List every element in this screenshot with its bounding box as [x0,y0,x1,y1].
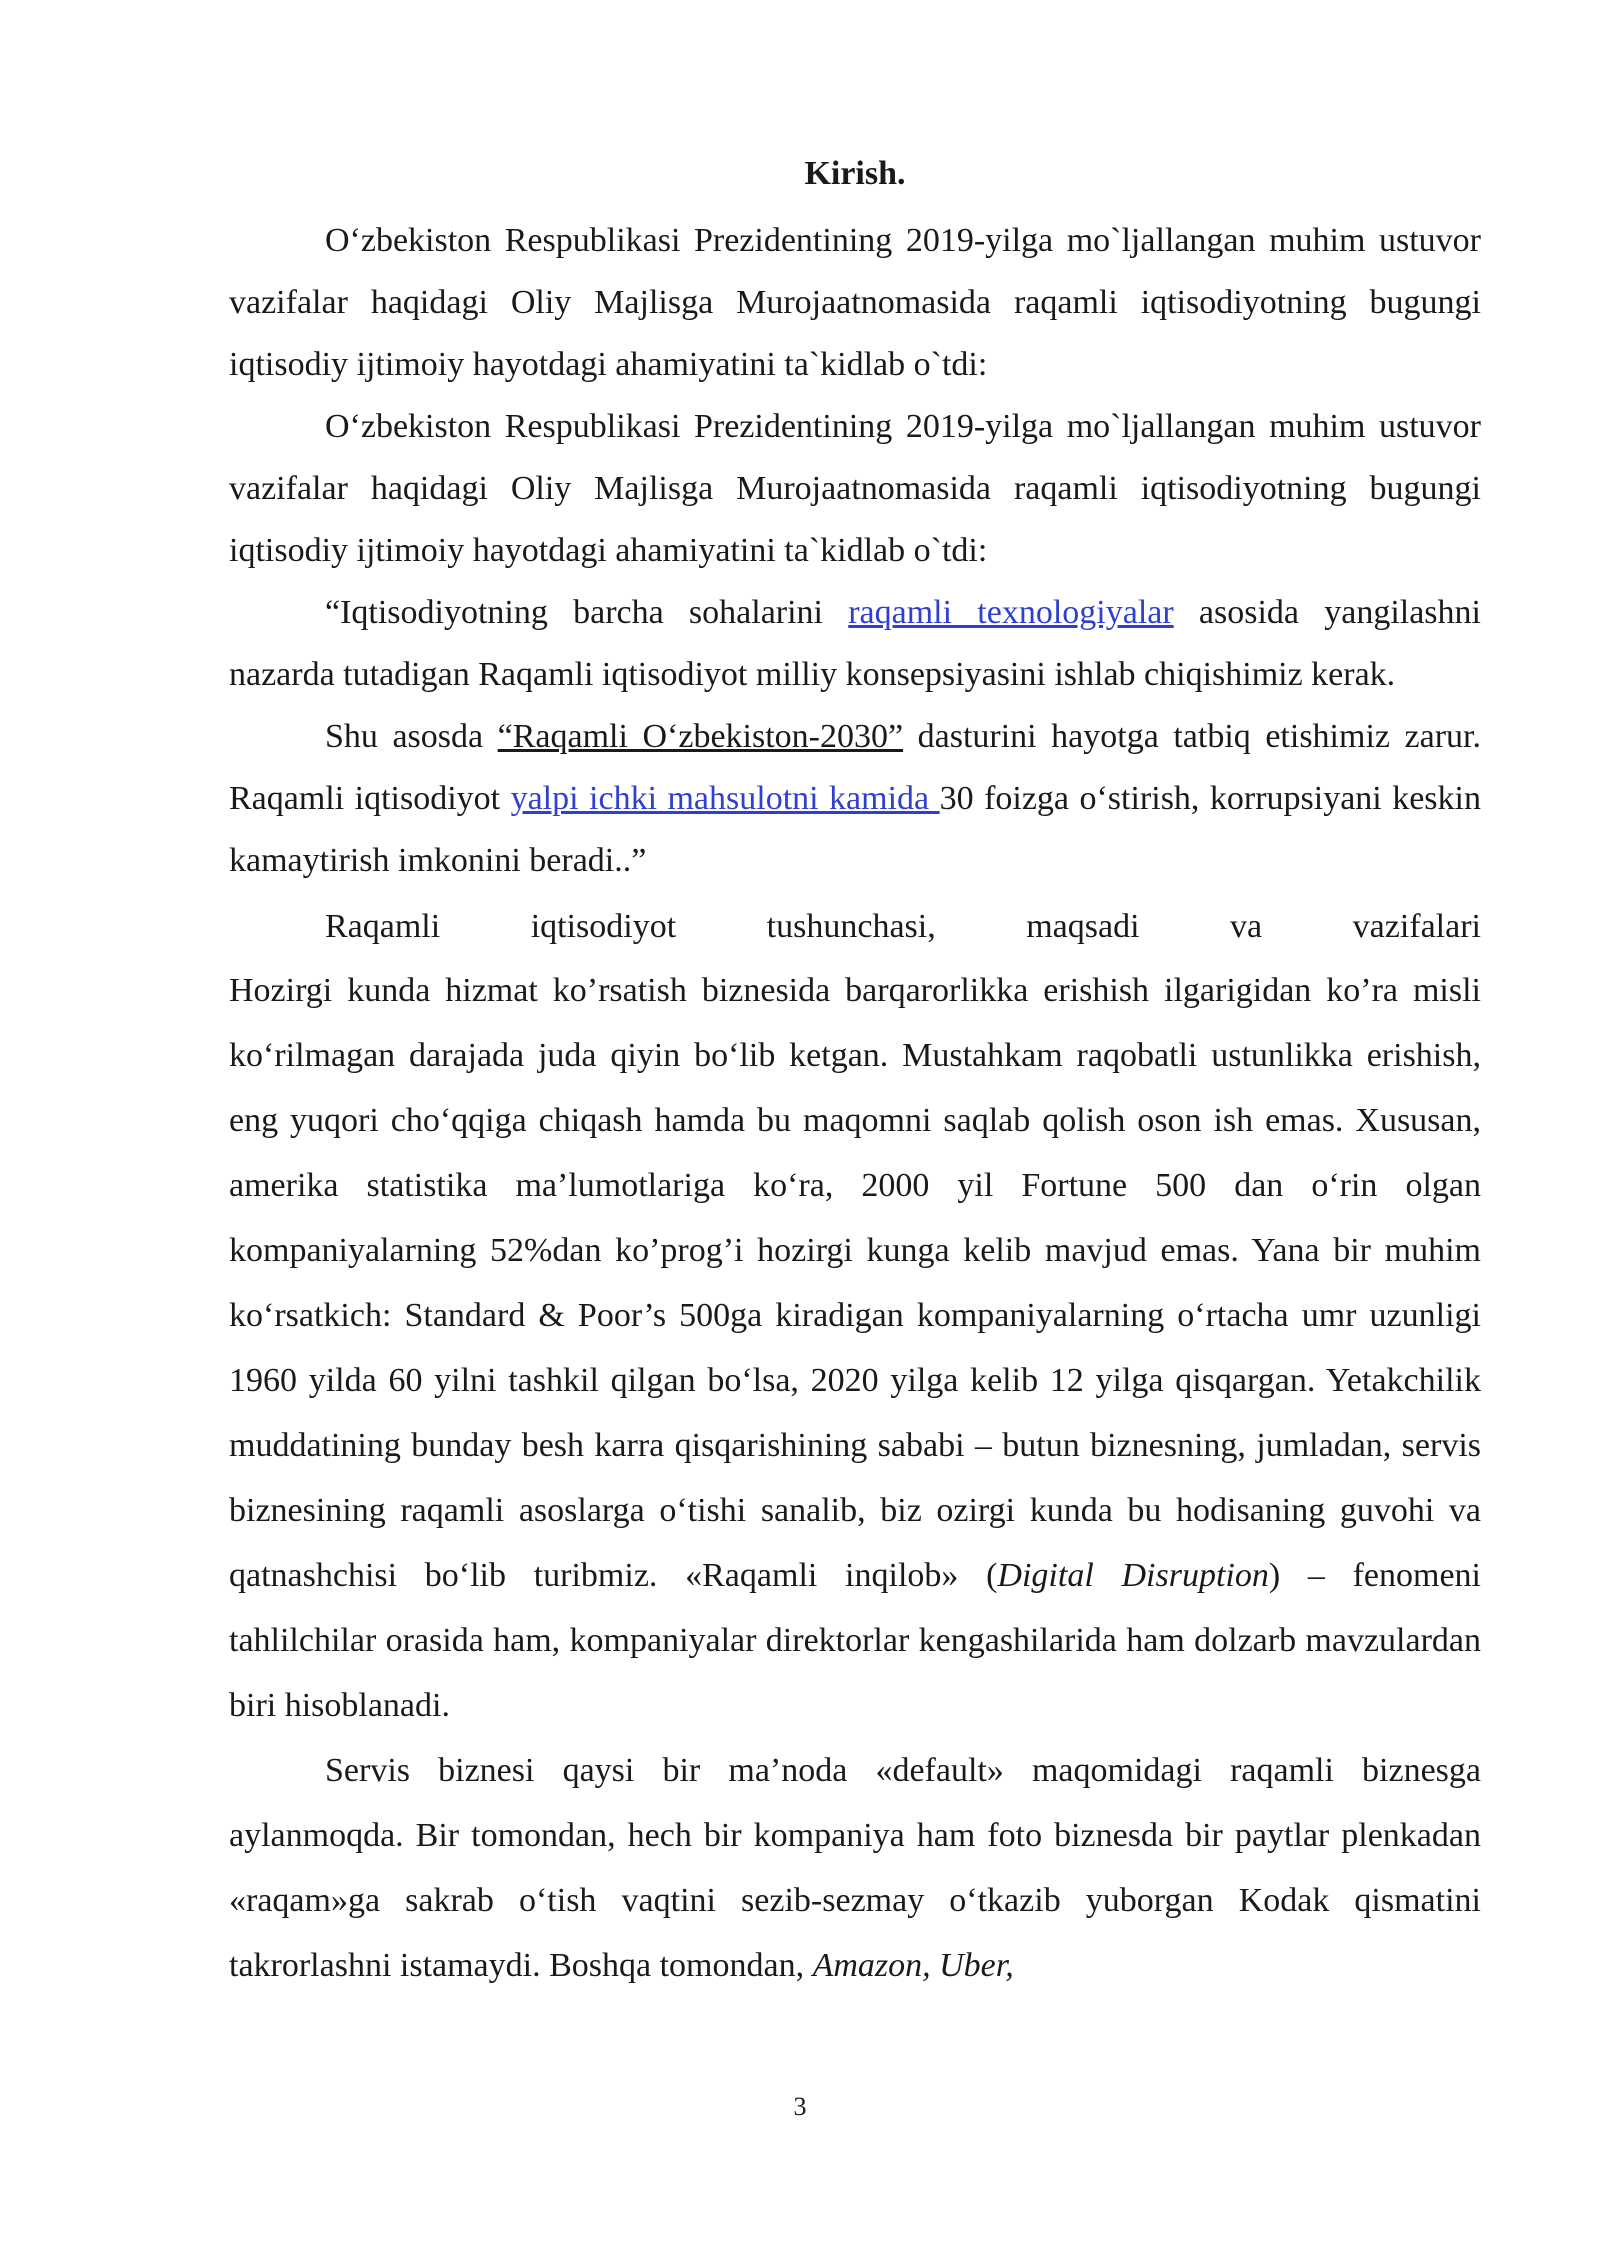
paragraph-services-italic: Amazon, Uber, [812,1947,1014,1984]
section-heading: Raqamli iqtisodiyot tushunchasi, maqsadi va vazifalari [325,908,1481,945]
paragraph-quote [229,582,1481,706]
paragraph-intro-2: O‘zbekiston Respublikasi Prezidentining 2019-yilga mo`ljallangan muhim ustuvor vazifalar haqidagi Oliy Majlisga Murojaatnomasida raqamli iqtisodiyotning bugungi iqtisodiy ijtimoiy hayotdagi ahamiyatini ta`kidlab o`tdi: [229,408,1481,569]
paragraph-main-after: ) – fenomeni tahlilchilar orasida ham, kompaniyalar direktorlar kengashilarida ham dolzarb mavzulardan biri hisoblanadi. [229,1557,1481,1724]
paragraph-services-text: Servis biznesi qaysi bir ma’noda «default» maqomidagi raqamli biznesga aylanmoqda. Bir tomondan, hech bir kompaniya ham foto biznesda bir paytlar plenkadan «raqam»ga sakrab o‘tish vaqtini sezib-sezmay o‘tkazib yuborgan Kodak qismatini takrorlashni istamaydi. Boshqa tomondan, [229,1752,1481,1984]
quote2-text-mid: dasturini hayotga tatbiq etishimiz zarur. Raqamli iqtisodiyot [229,718,1481,817]
program-link[interactable]: “Raqamli O‘zbekiston-2030” [497,718,904,755]
paragraph-services [229,1738,1481,1998]
digital-technologies-link[interactable]: raqamli texnologiyalar [848,594,1174,631]
page-title: Kirish. [804,155,906,192]
paragraph-main [229,958,1481,1738]
paragraph-main-text: Hozirgi kunda hizmat ko’rsatish biznesida barqarorlikka erishish ilgarigidan ko’ra misli ko‘rilmagan darajada juda qiyin bo‘lib ketgan. Mustahkam raqobatli ustunlikka erishish, eng yuqori cho‘qqiga chiqash hamda bu maqomni saqlab qolish oson ish emas. Xususan, amerika statistika ma’lumotlariga ko‘ra, 2000 yil Fortune 500 dan o‘rin olgan kompaniyalarning 52%dan ko’prog’i hozirgi kunga kelib mavjud emas. Yana bir muhim ko‘rsatkich: Standard & Poor’s 500ga kiradigan kompaniyalarning o‘rtacha umr uzunligi 1960 yilda 60 yilni tashkil qilgan bo‘lsa, 2020 yilga kelib 12 yilga qisqargan. Yetakchilik muddatining bunday besh karra qisqarishining sababi – butun biznesning, jumladan, servis biznesining raqamli asoslarga o‘tishi sanalib, biz ozirgi kunda bu hodisaning guvohi va qatnashchisi bo‘lib turibmiz. «Raqamli inqilob» ( [229,972,1481,1594]
quote-text-before: “Iqtisodiyotning barcha sohalarini [325,594,849,631]
quote2-text-after: 30 foizga o‘stirish, korrupsiyani keskin kamaytirish imkonini beradi..” [229,780,1481,879]
paragraph-quote-2 [229,706,1481,892]
gdp-link[interactable]: yalpi ichki mahsulotni kamida [510,780,940,817]
paragraph-intro-1: O‘zbekiston Respublikasi Prezidentining 2019-yilga mo`ljallangan muhim ustuvor vazifalar haqidagi Oliy Majlisga Murojaatnomasida raqamli iqtisodiyotning bugungi iqtisodiy ijtimoiy hayotdagi ahamiyatini ta`kidlab o`tdi: [229,222,1481,383]
paragraph-main-italic: Digital Disruption [997,1557,1269,1594]
page-number: 3 [793,2092,807,2121]
page-body [229,148,1481,1998]
quote-text-after: asosida yangilashni nazarda tutadigan Raqamli iqtisodiyot milliy konsepsiyasini ishlab chiqishimiz kerak. [229,594,1481,693]
quote2-text-before: Shu asosda [325,718,498,755]
